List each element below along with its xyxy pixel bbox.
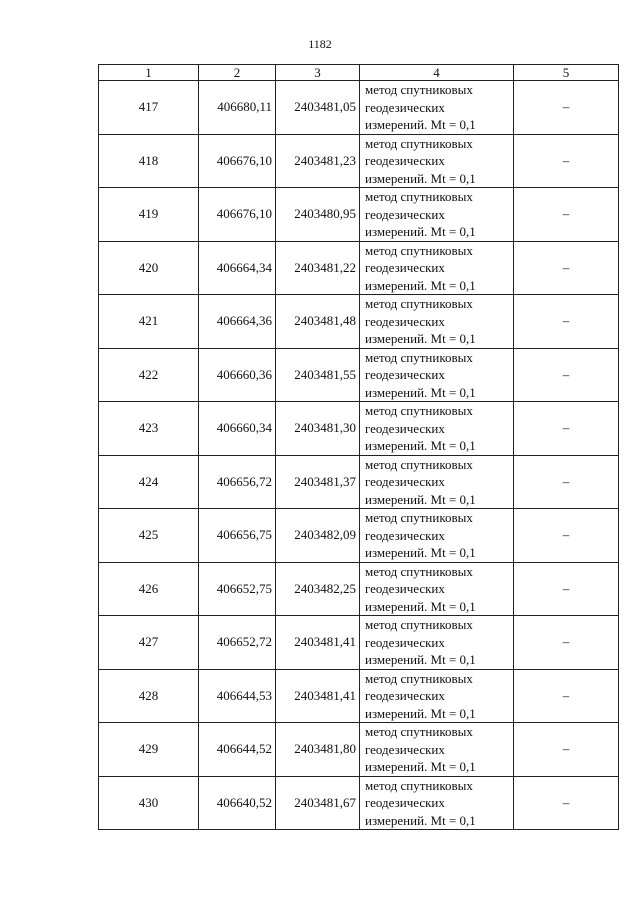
- y-coordinate-cell: 2403481,22: [276, 241, 360, 295]
- note-cell: –: [514, 134, 619, 188]
- x-coordinate-cell: 406664,36: [199, 295, 276, 349]
- table-row: [99, 348, 619, 402]
- point-number-cell: 423: [99, 402, 199, 456]
- y-coordinate-cell: 2403482,25: [276, 562, 360, 616]
- note-cell: –: [514, 241, 619, 295]
- x-coordinate-cell: 406652,72: [199, 616, 276, 670]
- method-cell: метод спутниковых геодезических измерений. Mt = 0,1: [360, 348, 514, 402]
- table-row: [99, 188, 619, 242]
- y-coordinate-cell: 2403481,30: [276, 402, 360, 456]
- column-header: 5: [514, 65, 619, 81]
- table-row: [99, 723, 619, 777]
- table-row: [99, 455, 619, 509]
- x-coordinate-cell: 406676,10: [199, 134, 276, 188]
- column-header: 3: [276, 65, 360, 81]
- table-row: [99, 241, 619, 295]
- note-cell: –: [514, 402, 619, 456]
- y-coordinate-cell: 2403481,55: [276, 348, 360, 402]
- method-cell: метод спутниковых геодезических измерений. Mt = 0,1: [360, 723, 514, 777]
- note-cell: –: [514, 188, 619, 242]
- column-header: 4: [360, 65, 514, 81]
- x-coordinate-cell: 406656,72: [199, 455, 276, 509]
- table-row: [99, 616, 619, 670]
- method-cell: метод спутниковых геодезических измерений. Mt = 0,1: [360, 616, 514, 670]
- y-coordinate-cell: 2403481,48: [276, 295, 360, 349]
- x-coordinate-cell: 406652,75: [199, 562, 276, 616]
- note-cell: –: [514, 562, 619, 616]
- method-cell: метод спутниковых геодезических измерений. Mt = 0,1: [360, 188, 514, 242]
- method-cell: метод спутниковых геодезических измерений. Mt = 0,1: [360, 295, 514, 349]
- note-cell: –: [514, 455, 619, 509]
- table-row: [99, 81, 619, 135]
- note-cell: –: [514, 295, 619, 349]
- y-coordinate-cell: 2403481,23: [276, 134, 360, 188]
- point-number-cell: 429: [99, 723, 199, 777]
- point-number-cell: 418: [99, 134, 199, 188]
- note-cell: –: [514, 776, 619, 830]
- x-coordinate-cell: 406644,53: [199, 669, 276, 723]
- note-cell: –: [514, 348, 619, 402]
- column-header: 2: [199, 65, 276, 81]
- page-number: 1182: [308, 37, 332, 51]
- coordinates-table: [98, 64, 619, 830]
- note-cell: –: [514, 669, 619, 723]
- y-coordinate-cell: 2403481,37: [276, 455, 360, 509]
- x-coordinate-cell: 406644,52: [199, 723, 276, 777]
- table-row: [99, 402, 619, 456]
- method-cell: метод спутниковых геодезических измерений. Mt = 0,1: [360, 241, 514, 295]
- y-coordinate-cell: 2403480,95: [276, 188, 360, 242]
- point-number-cell: 419: [99, 188, 199, 242]
- method-cell: метод спутниковых геодезических измерений. Mt = 0,1: [360, 402, 514, 456]
- y-coordinate-cell: 2403481,80: [276, 723, 360, 777]
- method-cell: метод спутниковых геодезических измерений. Mt = 0,1: [360, 562, 514, 616]
- table-row: [99, 776, 619, 830]
- method-cell: метод спутниковых геодезических измерений. Mt = 0,1: [360, 509, 514, 563]
- x-coordinate-cell: 406676,10: [199, 188, 276, 242]
- point-number-cell: 420: [99, 241, 199, 295]
- point-number-cell: 428: [99, 669, 199, 723]
- table-row: [99, 509, 619, 563]
- y-coordinate-cell: 2403481,67: [276, 776, 360, 830]
- note-cell: –: [514, 723, 619, 777]
- x-coordinate-cell: 406680,11: [199, 81, 276, 135]
- x-coordinate-cell: 406640,52: [199, 776, 276, 830]
- column-header: 1: [99, 65, 199, 81]
- method-cell: метод спутниковых геодезических измерений. Mt = 0,1: [360, 134, 514, 188]
- point-number-cell: 427: [99, 616, 199, 670]
- x-coordinate-cell: 406660,36: [199, 348, 276, 402]
- y-coordinate-cell: 2403481,41: [276, 616, 360, 670]
- method-cell: метод спутниковых геодезических измерений. Mt = 0,1: [360, 776, 514, 830]
- point-number-cell: 426: [99, 562, 199, 616]
- y-coordinate-cell: 2403482,09: [276, 509, 360, 563]
- point-number-cell: 425: [99, 509, 199, 563]
- x-coordinate-cell: 406664,34: [199, 241, 276, 295]
- note-cell: –: [514, 509, 619, 563]
- y-coordinate-cell: 2403481,41: [276, 669, 360, 723]
- method-cell: метод спутниковых геодезических измерений. Mt = 0,1: [360, 669, 514, 723]
- table-row: [99, 134, 619, 188]
- x-coordinate-cell: 406656,75: [199, 509, 276, 563]
- point-number-cell: 421: [99, 295, 199, 349]
- table-row: [99, 562, 619, 616]
- note-cell: –: [514, 81, 619, 135]
- point-number-cell: 430: [99, 776, 199, 830]
- point-number-cell: 424: [99, 455, 199, 509]
- y-coordinate-cell: 2403481,05: [276, 81, 360, 135]
- note-cell: –: [514, 616, 619, 670]
- table-header-row: [99, 65, 619, 81]
- table-row: [99, 295, 619, 349]
- x-coordinate-cell: 406660,34: [199, 402, 276, 456]
- point-number-cell: 417: [99, 81, 199, 135]
- point-number-cell: 422: [99, 348, 199, 402]
- method-cell: метод спутниковых геодезических измерений. Mt = 0,1: [360, 81, 514, 135]
- method-cell: метод спутниковых геодезических измерений. Mt = 0,1: [360, 455, 514, 509]
- table-row: [99, 669, 619, 723]
